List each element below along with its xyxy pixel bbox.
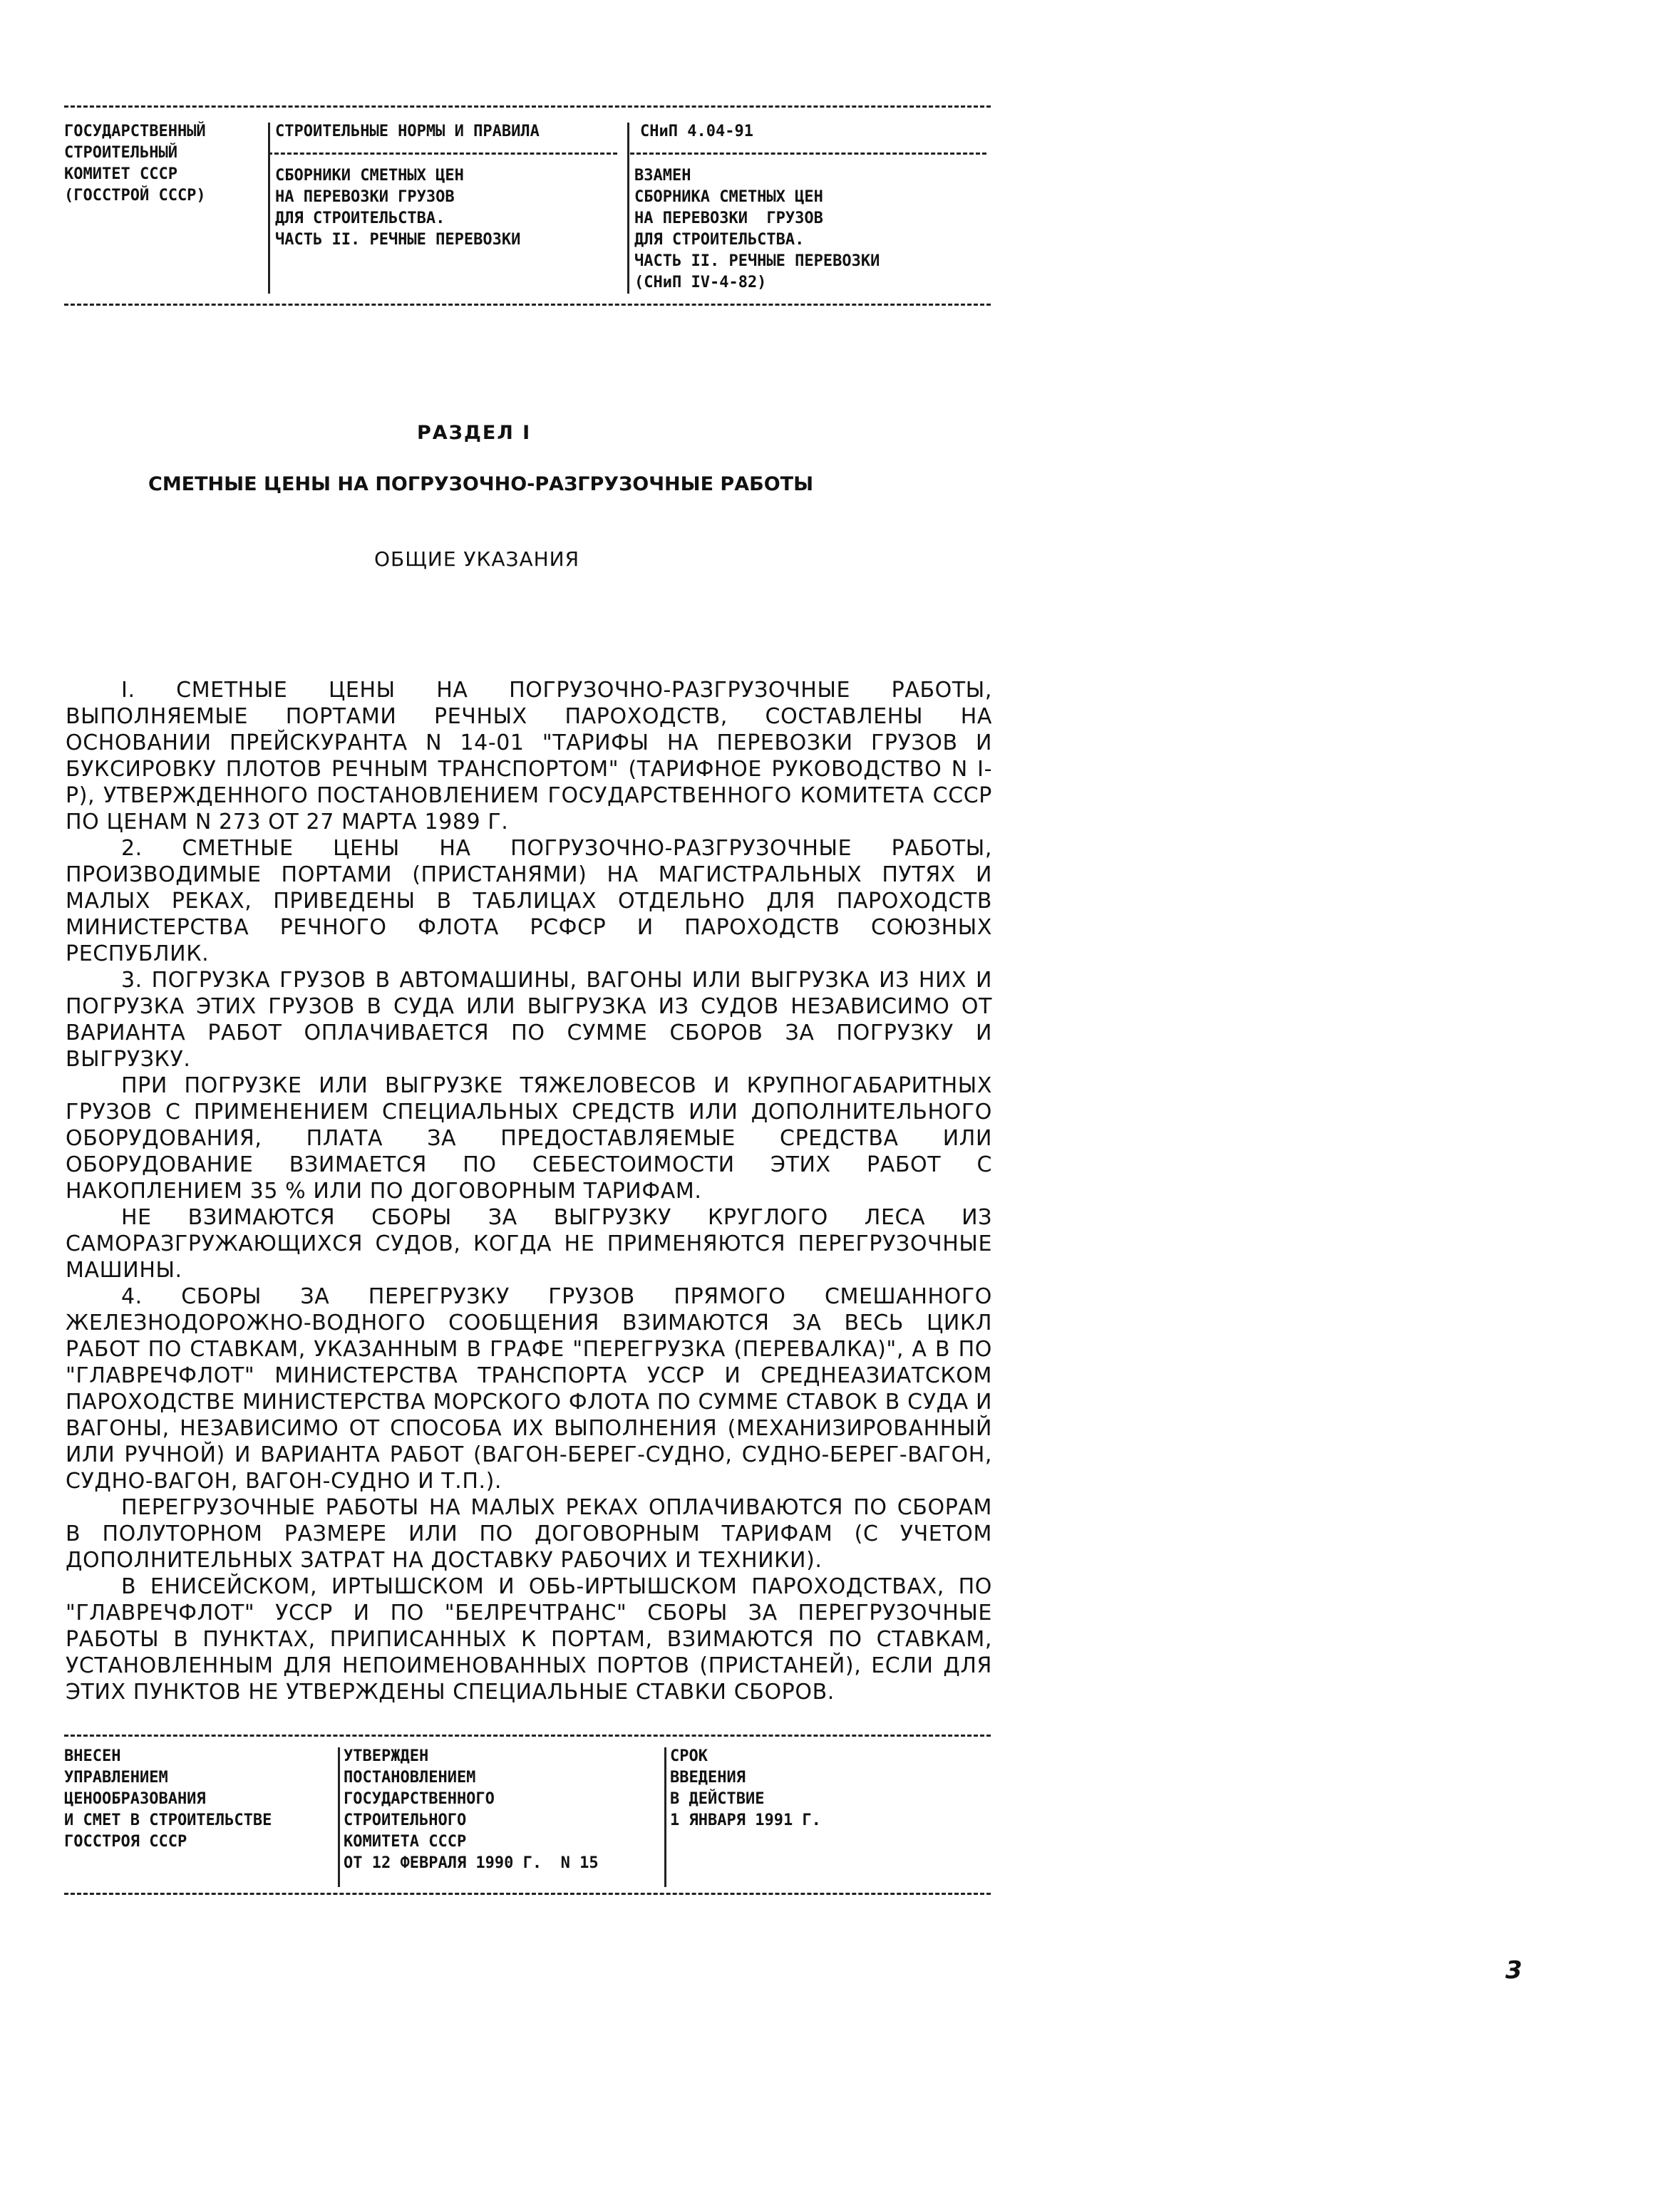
footer-submitted: ВНЕСЕН УПРАВЛЕНИЕМ ЦЕНООБРАЗОВАНИЯ И СМЕТ В СТРОИТЕЛЬСТВЕ ГОССТРОЯ СССР [64,1747,272,1851]
header-collection: СБОРНИКИ СМЕТНЫХ ЦЕН НА ПЕРЕВОЗКИ ГРУЗОВ ДЛЯ СТРОИТЕЛЬСТВА. ЧАСТЬ II. РЕЧНЫЕ ПЕРЕВОЗКИ [275,167,521,249]
header-inner-rule-2 [630,153,986,155]
header-norms-title: СТРОИТЕЛЬНЫЕ НОРМЫ И ПРАВИЛА [275,123,540,140]
header-divider-2 [627,123,629,294]
header-replaces: ВЗАМЕН СБОРНИКА СМЕТНЫХ ЦЕН НА ПЕРЕВОЗКИ ГРУЗОВ ДЛЯ СТРОИТЕЛЬСТВА. ЧАСТЬ II. РЕЧНЫЕ ПЕРЕВОЗКИ (СНиП IV-4-82) [634,167,880,291]
general-instructions-heading: ОБЩИЕ УКАЗАНИЯ [374,547,580,571]
footer-divider-1 [338,1747,340,1887]
paragraph: ПЕРЕГРУЗОЧНЫЕ РАБОТЫ НА МАЛЫХ РЕКАХ ОПЛАЧИВАЮТСЯ ПО СБОРАМ В ПОЛУТОРНОМ РАЗМЕРЕ ИЛИ ПО ДОГОВОРНЫМ ТАРИФАМ (С УЧЕТОМ ДОПОЛНИТЕЛЬНЫХ ЗАТРАТ НА ДОСТАВКУ РАБОЧИХ И ТЕХНИКИ). [66,1495,992,1573]
header-agency: ГОСУДАРСТВЕННЫЙ СТРОИТЕЛЬНЫЙ КОМИТЕТ СССР (ГОССТРОЙ СССР) [64,123,206,205]
paragraph: 3. ПОГРУЗКА ГРУЗОВ В АВТОМАШИНЫ, ВАГОНЫ ИЛИ ВЫГРУЗКА ИЗ НИХ И ПОГРУЗКА ЭТИХ ГРУЗОВ В СУДА ИЛИ ВЫГРУЗКА ИЗ СУДОВ НЕЗАВИСИМО ОТ ВАРИАНТА РАБОТ ОПЛАЧИВАЕТСЯ ПО СУММЕ СБОРОВ ЗА ПОГРУЗКУ И ВЫГРУЗКУ. [66,968,992,1072]
paragraph: НЕ ВЗИМАЮТСЯ СБОРЫ ЗА ВЫГРУЗКУ КРУГЛОГО ЛЕСА ИЗ САМОРАЗГРУЖАЮЩИХСЯ СУДОВ, КОГДА НЕ ПРИМЕНЯЮТСЯ ПЕРЕГРУЗОЧНЫЕ МАШИНЫ. [66,1205,992,1283]
header-code: СНиП 4.04-91 [640,123,753,140]
header-divider-1 [268,123,270,294]
footer-approved: УТВЕРЖДЕН ПОСТАНОВЛЕНИЕМ ГОСУДАРСТВЕННОГО СТРОИТЕЛЬНОГО КОМИТЕТА СССР ОТ 12 ФЕВРАЛЯ 1990 Г. N 15 [344,1747,599,1872]
paragraph: 2. СМЕТНЫЕ ЦЕНЫ НА ПОГРУЗОЧНО-РАЗГРУЗОЧНЫЕ РАБОТЫ, ПРОИЗВОДИМЫЕ ПОРТАМИ (ПРИСТАНЯМИ) НА МАГИСТРАЛЬНЫХ ПУТЯХ И МАЛЫХ РЕКАХ, ПРИВЕДЕНЫ В ТАБЛИЦАХ ОТДЕЛЬНО ДЛЯ ПАРОХОДСТВ МИНИСТЕРСТВА РЕЧНОГО ФЛОТА РСФСР И ПАРОХОДСТВ СОЮЗНЫХ РЕСПУБЛИК. [66,836,992,966]
header-inner-rule-1 [268,153,617,155]
footer-divider-2 [664,1747,666,1887]
paragraph: В ЕНИСЕЙСКОМ, ИРТЫШСКОМ И ОБЬ-ИРТЫШСКОМ ПАРОХОДСТВАХ, ПО "ГЛАВРЕЧФЛОТ" УССР И ПО "БЕЛРЕЧТРАНС" СБОРЫ ЗА ПЕРЕГРУЗОЧНЫЕ РАБОТЫ В ПУНКТАХ, ПРИПИСАННЫХ К ПОРТАМ, ВЗИМАЮТСЯ ПО СТАВКАМ, УСТАНОВЛЕННЫМ ДЛЯ НЕПОИМЕНОВАННЫХ ПОРТОВ (ПРИСТАНЕЙ), ЕСЛИ ДЛЯ ЭТИХ ПУНКТОВ НЕ УТВЕРЖДЕНЫ СПЕЦИАЛЬНЫЕ СТАВКИ СБОРОВ. [66,1574,992,1705]
paragraph: I. СМЕТНЫЕ ЦЕНЫ НА ПОГРУЗОЧНО-РАЗГРУЗОЧНЫЕ РАБОТЫ, ВЫПОЛНЯЕМЫЕ ПОРТАМИ РЕЧНЫХ ПАРОХОДСТВ, СОСТАВЛЕНЫ НА ОСНОВАНИИ ПРЕЙСКУРАНТА N 14-01 "ТАРИФЫ НА ПЕРЕВОЗКИ ГРУЗОВ И БУКСИРОВКУ ПЛОТОВ РЕЧНЫМ ТРАНСПОРТОМ" (ТАРИФНОЕ РУКОВОДСТВО N I-Р), УТВЕРЖДЕННОГО ПОСТАНОВЛЕНИЕМ ГОСУДАРСТВЕННОГО КОМИТЕТА СССР ПО ЦЕНАМ N 273 ОТ 27 МАРТА 1989 Г. [66,678,992,834]
footer-bottom-rule [64,1893,991,1895]
page-number: 3 [1505,1956,1522,1985]
paragraph: ПРИ ПОГРУЗКЕ ИЛИ ВЫГРУЗКЕ ТЯЖЕЛОВЕСОВ И КРУПНОГАБАРИТНЫХ ГРУЗОВ С ПРИМЕНЕНИЕМ СПЕЦИАЛЬНЫХ СРЕДСТВ ИЛИ ДОПОЛНИТЕЛЬНОГО ОБОРУДОВАНИЯ, ПЛАТА ЗА ПРЕДОСТАВЛЯЕМЫЕ СРЕДСТВА ИЛИ ОБОРУДОВАНИЕ ВЗИМАЕТСЯ ПО СЕБЕСТОИМОСТИ ЭТИХ РАБОТ С НАКОПЛЕНИЕМ 35 % ИЛИ ПО ДОГОВОРНЫМ ТАРИФАМ. [66,1073,992,1204]
header-top-rule [64,105,991,108]
section-subtitle: СМЕТНЫЕ ЦЕНЫ НА ПОГРУЗОЧНО-РАЗГРУЗОЧНЫЕ РАБОТЫ [148,473,814,495]
header-bottom-rule [64,304,991,306]
body-text [66,677,992,1705]
paragraph: 4. СБОРЫ ЗА ПЕРЕГРУЗКУ ГРУЗОВ ПРЯМОГО СМЕШАННОГО ЖЕЛЕЗНОДОРОЖНО-ВОДНОГО СООБЩЕНИЯ ВЗИМАЮТСЯ ЗА ВЕСЬ ЦИКЛ РАБОТ ПО СТАВКАМ, УКАЗАННЫМ В ГРАФЕ "ПЕРЕГРУЗКА (ПЕРЕВАЛКА)", А В ПО "ГЛАВРЕЧФЛОТ" МИНИСТЕРСТВА ТРАНСПОРТА УССР И СРЕДНЕАЗИАТСКОМ ПАРОХОДСТВЕ МИНИСТЕРСТВА МОРСКОГО ФЛОТА ПО СУММЕ СТАВОК В СУДА И ВАГОНЫ, НЕЗАВИСИМО ОТ СПОСОБА ИХ ВЫПОЛНЕНИЯ (МЕХАНИЗИРОВАННЫЙ ИЛИ РУЧНОЙ) И ВАРИАНТА РАБОТ (ВАГОН-БЕРЕГ-СУДНО, СУДНО-БЕРЕГ-ВАГОН, СУДНО-ВАГОН, ВАГОН-СУДНО И Т.П.). [66,1284,992,1494]
footer-effective: СРОК ВВЕДЕНИЯ В ДЕЙСТВИЕ 1 ЯНВАРЯ 1991 Г. [670,1747,821,1829]
footer-top-rule [64,1735,991,1737]
section-title: РАЗДЕЛ I [417,422,532,444]
